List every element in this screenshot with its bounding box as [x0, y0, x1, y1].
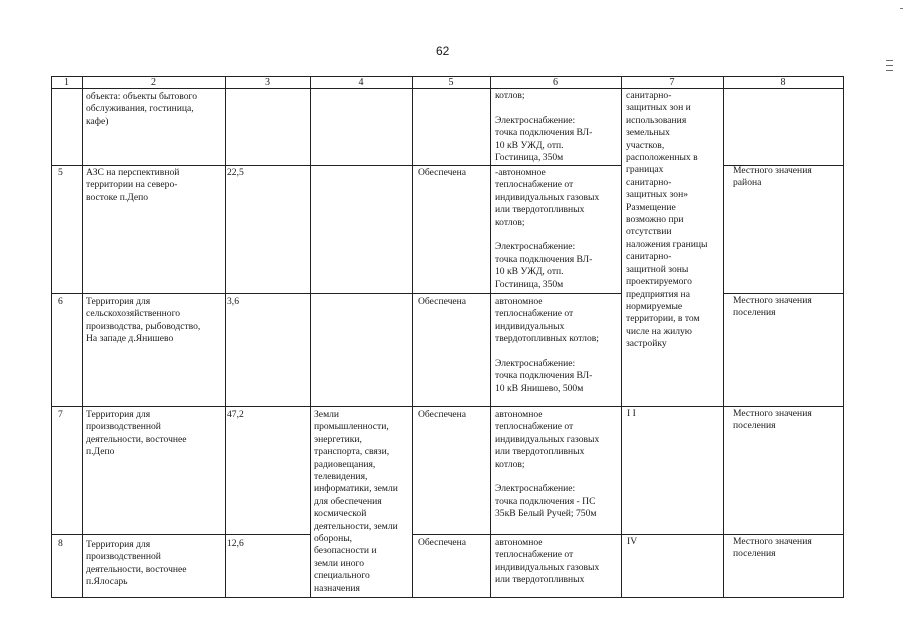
cell-status: Обеспечена	[418, 167, 467, 178]
cell-area: 3,6	[227, 296, 239, 307]
table-border	[621, 76, 622, 598]
table-border	[225, 76, 226, 598]
table-border	[51, 88, 844, 89]
cell-object-name: Территория для сельскохозяйственного производства, рыбоводство, На западе д.Янишево	[86, 296, 201, 345]
table-border	[723, 76, 724, 598]
table-border	[723, 293, 844, 294]
table-border	[490, 76, 491, 598]
cell-status: Обеспечена	[418, 409, 467, 420]
cell-engineering: автономное теплоснабжение от индивидуальных газовых или твердотопливных	[495, 537, 600, 586]
table-border	[843, 76, 844, 598]
table-border	[310, 76, 311, 598]
table-border	[51, 534, 310, 535]
cell-status: Обеспечена	[418, 537, 467, 548]
table-border	[82, 76, 83, 598]
cell-significance: Местного значения поселения	[733, 295, 812, 319]
column-header: 2	[151, 77, 156, 88]
table-border	[51, 293, 621, 294]
cell-row-number: 5	[58, 167, 63, 178]
cell-significance: Местного значения поселения	[733, 536, 812, 560]
cell-engineering: -автономное теплоснабжение от индивидуальных газовых или твердотопливных котлов; Электроснабжение: точка подключения ВЛ- 10 кВ УЖД, отп. Гостиница, 350м	[495, 167, 600, 290]
column-header: 8	[780, 77, 786, 88]
column-header: 6	[553, 77, 558, 88]
column-header: 3	[265, 77, 270, 88]
table-border	[412, 534, 844, 535]
cell-area: 22,5	[227, 167, 244, 178]
cell-status: Обеспечена	[418, 296, 467, 307]
page-number: 62	[436, 44, 450, 58]
table-border	[51, 76, 52, 598]
cell-area: 47,2	[227, 409, 244, 420]
cell-engineering: автономное теплоснабжение от индивидуальных газовых или твердотопливных котлов; Электроснабжение: точка подключения - ПС 35кВ Белый Ручей; 750м	[495, 409, 600, 520]
cell-row-number: 7	[58, 409, 63, 420]
table-border	[51, 165, 621, 166]
cell-engineering: котлов; Электроснабжение: точка подключения ВЛ- 10 кВ УЖД, отп. Гостиница, 350м	[495, 90, 593, 164]
cell-object-name: АЗС на перспективной территории на северо- востоке п.Депо	[86, 167, 180, 203]
cell-hazard-class: I I	[627, 408, 636, 419]
cell-area: 12,6	[227, 538, 244, 549]
table-border	[412, 76, 413, 598]
cell-hazard-class: IV	[627, 536, 638, 547]
cell-object-name: Территория для производственной деятельности, восточнее п.Депо	[86, 409, 187, 458]
cell-object-name: Территория для производственной деятельности, восточнее п.Ялосарь	[86, 539, 187, 588]
column-header: 4	[358, 77, 364, 88]
table-border	[51, 597, 844, 598]
cell-row-number: 8	[58, 538, 63, 549]
cell-significance: Местного значения поселения	[733, 408, 812, 432]
column-header: 1	[64, 77, 69, 88]
cell-land-category: Земли промышленности, энергетики, транспорта, связи, радиовещания, телевидения, информатики, земли для обеспечения космической деятельности, земли обороны, безопасности и земли иного специального назначения	[314, 409, 398, 594]
cell-object-name: объекта: объекты бытового обслуживания, гостиница, кафе)	[86, 91, 197, 127]
cell-row-number: 6	[58, 296, 63, 307]
column-header: 5	[448, 77, 454, 88]
cell-sanitary-zone: санитарно- защитных зон и использования земельных участков, расположенных в границах санитарно- защитных зон» Размещение возможно при отсутствии наложения границы санитарно- защитной зоны проектируемого предприятия на нормируемые территории, в том числе на жилую застройку	[626, 90, 708, 350]
cell-significance: Местного значения района	[733, 165, 812, 189]
column-header: 7	[669, 77, 675, 88]
cell-engineering: автономное теплоснабжение от индивидуальных твердотопливных котлов; Электроснабжение: точка подключения ВЛ- 10 кВ Янишево, 500м	[495, 296, 599, 394]
table-border	[51, 406, 844, 407]
